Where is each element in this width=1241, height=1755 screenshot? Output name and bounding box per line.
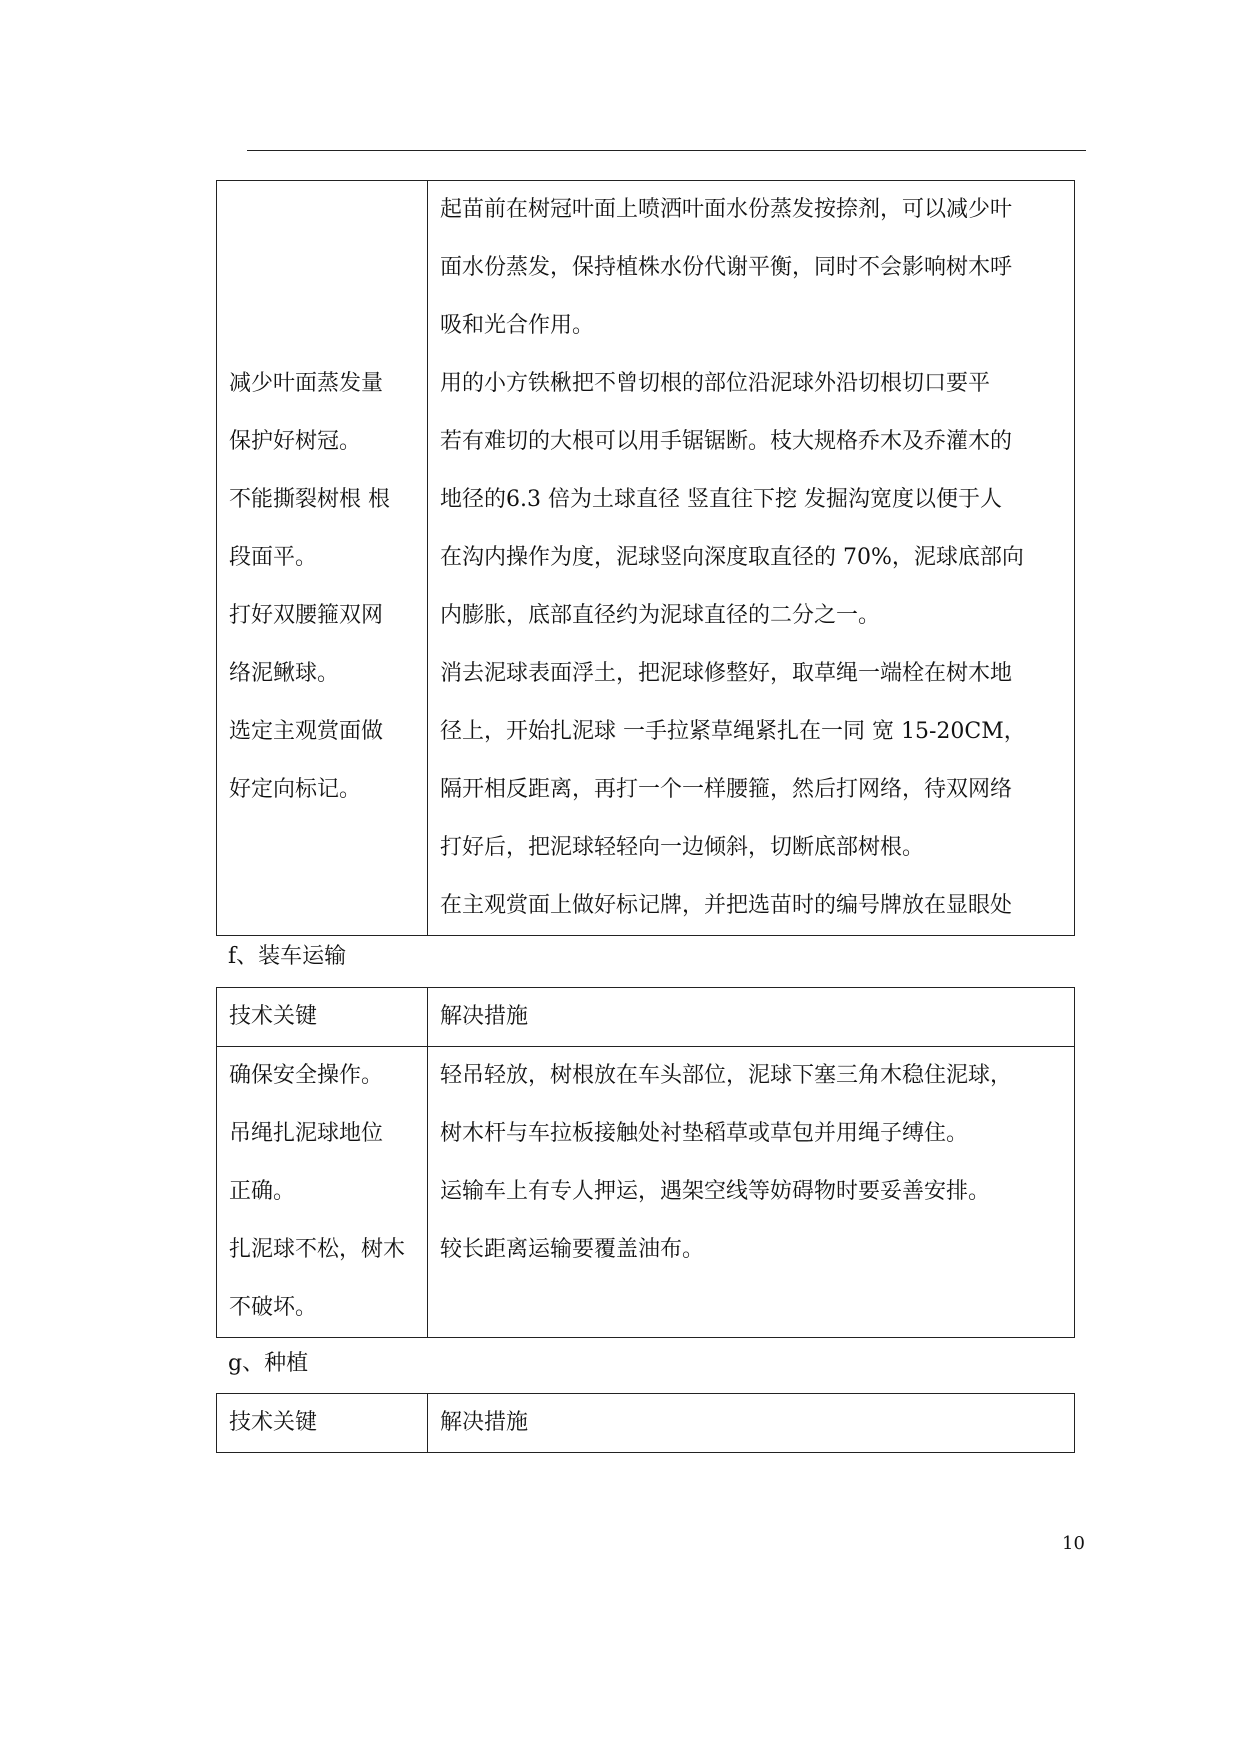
key-line: 不能撕裂树根 根	[229, 487, 390, 512]
measure-line: 树木杆与车拉板接触处衬垫稻草或草包并用绳子缚住。	[440, 1121, 969, 1146]
header-measure-label: 解决措施	[440, 1004, 529, 1029]
key-line: 打好双腰箍双网	[229, 603, 384, 628]
key-line: 保护好树冠。	[229, 429, 362, 454]
measure-cell	[428, 181, 1075, 936]
key-line: 确保安全操作。	[229, 1063, 384, 1088]
key-line: 减少叶面蒸发量	[229, 371, 384, 396]
measure-line: 轻吊轻放，树根放在车头部位，泥球下塞三角木稳住泥球，	[440, 1063, 1013, 1088]
key-line: 正确。	[229, 1179, 296, 1204]
table-header-row	[217, 988, 1075, 1047]
measure-line: 在主观赏面上做好标记牌，并把选苗时的编号牌放在显眼处	[440, 893, 1013, 918]
technical-key-cell	[217, 1047, 428, 1338]
measure-line: 隔开相反距离，再打一个一样腰箍，然后打网络，待双网络	[440, 777, 1013, 802]
measure-line: 径上，开始扎泥球 一手拉紧草绳紧扎在一同 宽 15-20CM，	[440, 719, 1026, 744]
measure-line: 消去泥球表面浮土，把泥球修整好，取草绳一端栓在树木地	[440, 661, 1013, 686]
header-key-cell	[217, 1394, 428, 1453]
table-row	[217, 1047, 1075, 1338]
key-line: 段面平。	[229, 545, 318, 570]
key-line: 选定主观赏面做	[229, 719, 384, 744]
measure-line: 打好后，把泥球轻轻向一边倾斜，切断底部树根。	[440, 835, 925, 860]
digging-table	[216, 180, 1075, 936]
section-title-f: f、装车运输	[228, 944, 347, 969]
measure-line: 面水份蒸发，保持植株水份代谢平衡，同时不会影响树木呼	[440, 255, 1013, 280]
key-line: 吊绳扎泥球地位	[229, 1121, 384, 1146]
key-line: 络泥鳅球。	[229, 661, 340, 686]
page-number: 10	[1062, 1533, 1085, 1554]
measure-line: 运输车上有专人押运，遇架空线等妨碍物时要妥善安排。	[440, 1179, 991, 1204]
measure-line: 吸和光合作用。	[440, 313, 595, 338]
section-title-g: g、种植	[228, 1351, 309, 1376]
header-key-label: 技术关键	[229, 1004, 318, 1029]
table-row	[217, 181, 1075, 936]
header-measure-cell	[428, 1394, 1075, 1453]
header-measure-cell	[428, 988, 1075, 1047]
measure-line: 较长距离运输要覆盖油布。	[440, 1237, 705, 1262]
technical-key-cell	[217, 181, 428, 936]
header-key-label: 技术关键	[229, 1410, 318, 1435]
measure-cell	[428, 1047, 1075, 1338]
key-line: 扎泥球不松，树木	[229, 1237, 406, 1262]
table-header-row	[217, 1394, 1075, 1453]
key-line: 不破坏。	[229, 1295, 318, 1320]
key-line: 好定向标记。	[229, 777, 362, 802]
measure-line: 起苗前在树冠叶面上喷洒叶面水份蒸发按捺剂，可以减少叶	[440, 197, 1013, 222]
planting-table	[216, 1393, 1075, 1453]
header-rule	[247, 150, 1086, 151]
header-measure-label: 解决措施	[440, 1410, 529, 1435]
measure-line: 用的小方铁楸把不曾切根的部位沿泥球外沿切根切口要平	[440, 371, 991, 396]
header-key-cell	[217, 988, 428, 1047]
measure-line: 若有难切的大根可以用手锯锯断。枝大规格乔木及乔灌木的	[440, 429, 1013, 454]
measure-line: 地径的6.3 倍为土球直径 竖直往下挖 发掘沟宽度以便于人	[440, 487, 1002, 512]
measure-line: 在沟内操作为度，泥球竖向深度取直径的 70%，泥球底部向	[440, 545, 1024, 570]
transport-table	[216, 987, 1075, 1338]
measure-line: 内膨胀，底部直径约为泥球直径的二分之一。	[440, 603, 881, 628]
